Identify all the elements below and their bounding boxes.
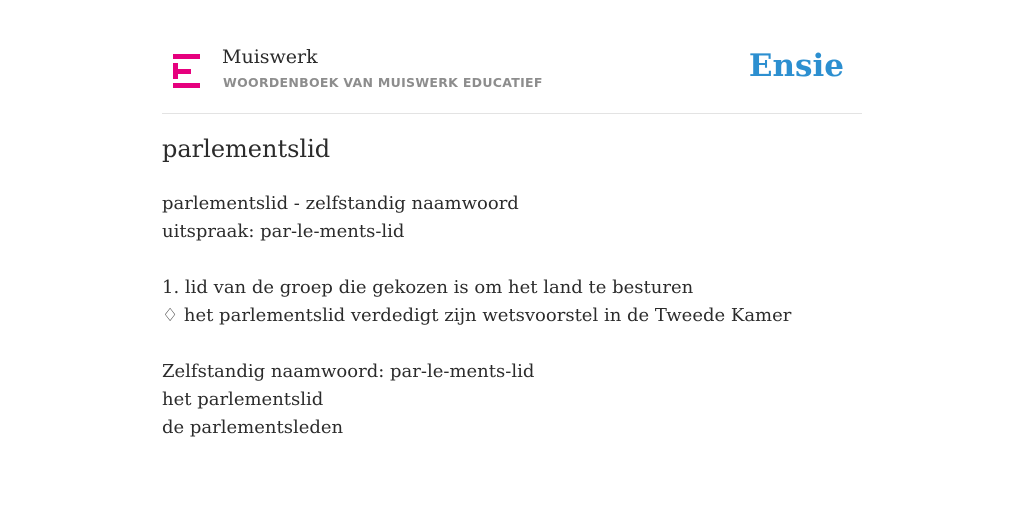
entry-line-blank [162, 246, 862, 274]
entry-line-singular: het parlementslid [162, 389, 324, 410]
entry-line-plural: de parlementsleden [162, 417, 344, 438]
entry-line-pronunciation: uitspraak: par-le-ments-lid [162, 221, 405, 242]
entry-line-word-class: parlementslid - zelfstandig naamwoord [162, 193, 519, 214]
brand-subtitle: WOORDENBOEK VAN MUISWERK EDUCATIEF [223, 75, 543, 90]
muiswerk-logo-icon[interactable] [173, 54, 200, 88]
ensie-logo[interactable]: Ensie [748, 48, 844, 84]
entry-line-blank [162, 330, 862, 358]
brand-name[interactable]: Muiswerk [222, 46, 318, 68]
page-title: parlementslid [162, 135, 331, 163]
entry-line-definition: 1. lid van de groep die gekozen is om het land te besturen [162, 277, 694, 298]
entry-line-example: ♢ het parlementslid verdedigt zijn wetsvoorstel in de Tweede Kamer [162, 305, 792, 326]
entry-line-syllables: Zelfstandig naamwoord: par-le-ments-lid [162, 361, 535, 382]
entry-body [162, 190, 862, 442]
header [162, 40, 862, 114]
